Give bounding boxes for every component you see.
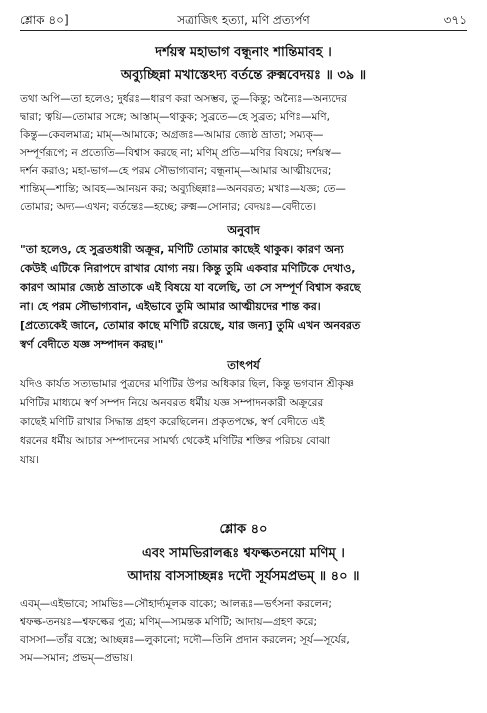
purport-line: মণিটির মাধ্যমে স্বর্ণ সম্পদ নিয়ে অনবরত ধর্মীয় যজ্ঞ সম্পাদনকারী অক্রূরের: [20, 397, 324, 409]
purport-heading: তাৎপর্য: [227, 358, 260, 372]
purport-text: [20, 375, 467, 470]
translation-line: না। হে পরম সৌভাগ্যবান, এইভাবে তুমি আমার আত্মীয়দের শান্ত কর।: [20, 300, 321, 313]
verse-40-line-2: আদায় বাসসাচ্ছন্নঃ দদৌ সূর্যসমপ্রভম্ ॥ ৪০ ॥: [127, 569, 360, 584]
verse-39-line-1: দর্শয়স্ব মহাভাগ বন্ধূনাং শান্তিমাবহ ।: [155, 45, 332, 60]
translation-line: "তা হলেও, হে সুব্রতধারী অক্রূর, মণিটি তোমার কাছেই থাকুক। কারণ অন্য: [20, 243, 344, 256]
verse-39-line-2: অব্যুচ্ছিন্না মখাস্তেঽদ্য বর্তন্তে রুক্মবেদয়ঃ ॥ ৩৯ ॥: [120, 68, 367, 83]
verse-40-heading: শ্লোক ৪০: [219, 522, 268, 537]
page-header: [20, 10, 467, 30]
synonyms-line: তোমার; অদ্য—এখন; বর্তন্তেঃ—হচ্ছে; রুক্ম—সোনার; বেদয়ঃ—বেদীতে।: [20, 201, 317, 213]
translation-text: [20, 240, 467, 354]
translation-line: কারণ আমার জ্যেষ্ঠ ভ্রাতাকে এই বিষয়ে যা বলেছি, তা সে সম্পূর্ণ বিশ্বাস করছে: [20, 281, 361, 294]
synonyms-line: বাসসা—তাঁর বস্ত্রে; আচ্ছন্নঃ—লুকানো; দদৌ—তিনি প্রদান করলেন; সূর্য—সূর্যের,: [20, 634, 350, 646]
header-rule: [20, 30, 467, 31]
purport-line: ধরনের ধর্মীয় আচার সম্পাদনের সামর্থ্য থেকেই মণিটির শক্তির পরিচয় বোঝা: [20, 435, 331, 447]
synonyms-39: [20, 90, 467, 216]
synonyms-line: সম—সমান; প্রভম্—প্রভায়।: [20, 652, 133, 664]
purport-line: কাছেই মণিটি রাখার সিদ্ধান্ত গ্রহণ করেছিলেন। প্রকৃতপক্ষে, স্বর্ণ বেদীতে এই: [20, 416, 325, 428]
synonyms-line: এবম্—এইভাবে; সামভিঃ—সৌহার্দ্যমূলক বাক্যে; আলব্ধঃ—ভর্ৎসনা করলেন;: [20, 598, 332, 610]
synonyms-40: [20, 595, 467, 667]
translation-line: কেউই এটিকে নিরাপদে রাখার যোগ্য নয়। কিন্তু তুমি একবার মণিটিকে দেখাও,: [20, 262, 356, 275]
purport-line: যদিও কার্যত সত্যভামার পুত্রদের মণিটির উপর অধিকার ছিল, কিন্তু ভগবান শ্রীকৃষ্ণ: [20, 378, 355, 390]
synonyms-line: দ্বারা; ত্বয়ি—তোমার সঙ্গে; আস্তাম্—থাকুক; সুব্রতে—হে সুব্রত; মণিঃ—মণি,: [20, 111, 330, 123]
synonyms-line: কিন্তু—কেবলমাত্র; মাম্—আমাকে; অগ্রজঃ—আমার জ্যেষ্ঠ ভ্রাতা; সম্যক্—: [20, 129, 324, 141]
header-verse-ref: শ্লোক ৪০]: [20, 13, 69, 27]
translation-line: স্বর্ণ বেদীতে যজ্ঞ সম্পাদন করছ।": [20, 338, 164, 351]
synonyms-line: দর্শন করাও; মহা-ভাগ—হে পরম সৌভাগ্যবান; বন্ধূনাম্—আমার আত্মীয়দের;: [20, 165, 332, 177]
translation-heading: অনুবাদ: [227, 223, 260, 237]
synonyms-line: সম্পূর্ণরূপে; ন প্রত্যেতি—বিশ্বাস করছে না; মণিম্ প্রতি—মণির বিষয়ে; দর্শয়স্ব—: [20, 147, 342, 159]
verse-40-line-1: এবং সামভিরালব্ধঃ শ্বফল্কতনয়ো মণিম্ ।: [142, 546, 345, 561]
header-chapter-title: সত্রাজিৎ হত্যা, মণি প্রত্যর্পণ: [177, 13, 310, 27]
synonyms-line: তথা অপি—তা হলেও; দুর্ধরঃ—ধারণ করা অসম্ভব, তু—কিন্তু; অন্যৈঃ—অন্যদের: [20, 93, 347, 105]
purport-line: যায়।: [20, 454, 40, 466]
synonyms-line: শান্তিম্—শান্তি; আবহ—আনয়ন কর; অব্যুচ্ছিন্নাঃ—অনবরত; মখাঃ—যজ্ঞ; তে—: [20, 183, 346, 195]
translation-line: [প্রত্যেকেই জানে, তোমার কাছে মণিটি রয়েছে, যার জন্য] তুমি এখন অনবরত: [20, 319, 361, 332]
header-page-number: ৩৭১: [443, 13, 467, 27]
synonyms-line: শ্বফল্ক-তনয়ঃ—শ্বফল্কের পুত্র; মণিম্—স্যমন্তক মণিটি; আদায়—গ্রহণ করে;: [20, 616, 318, 628]
